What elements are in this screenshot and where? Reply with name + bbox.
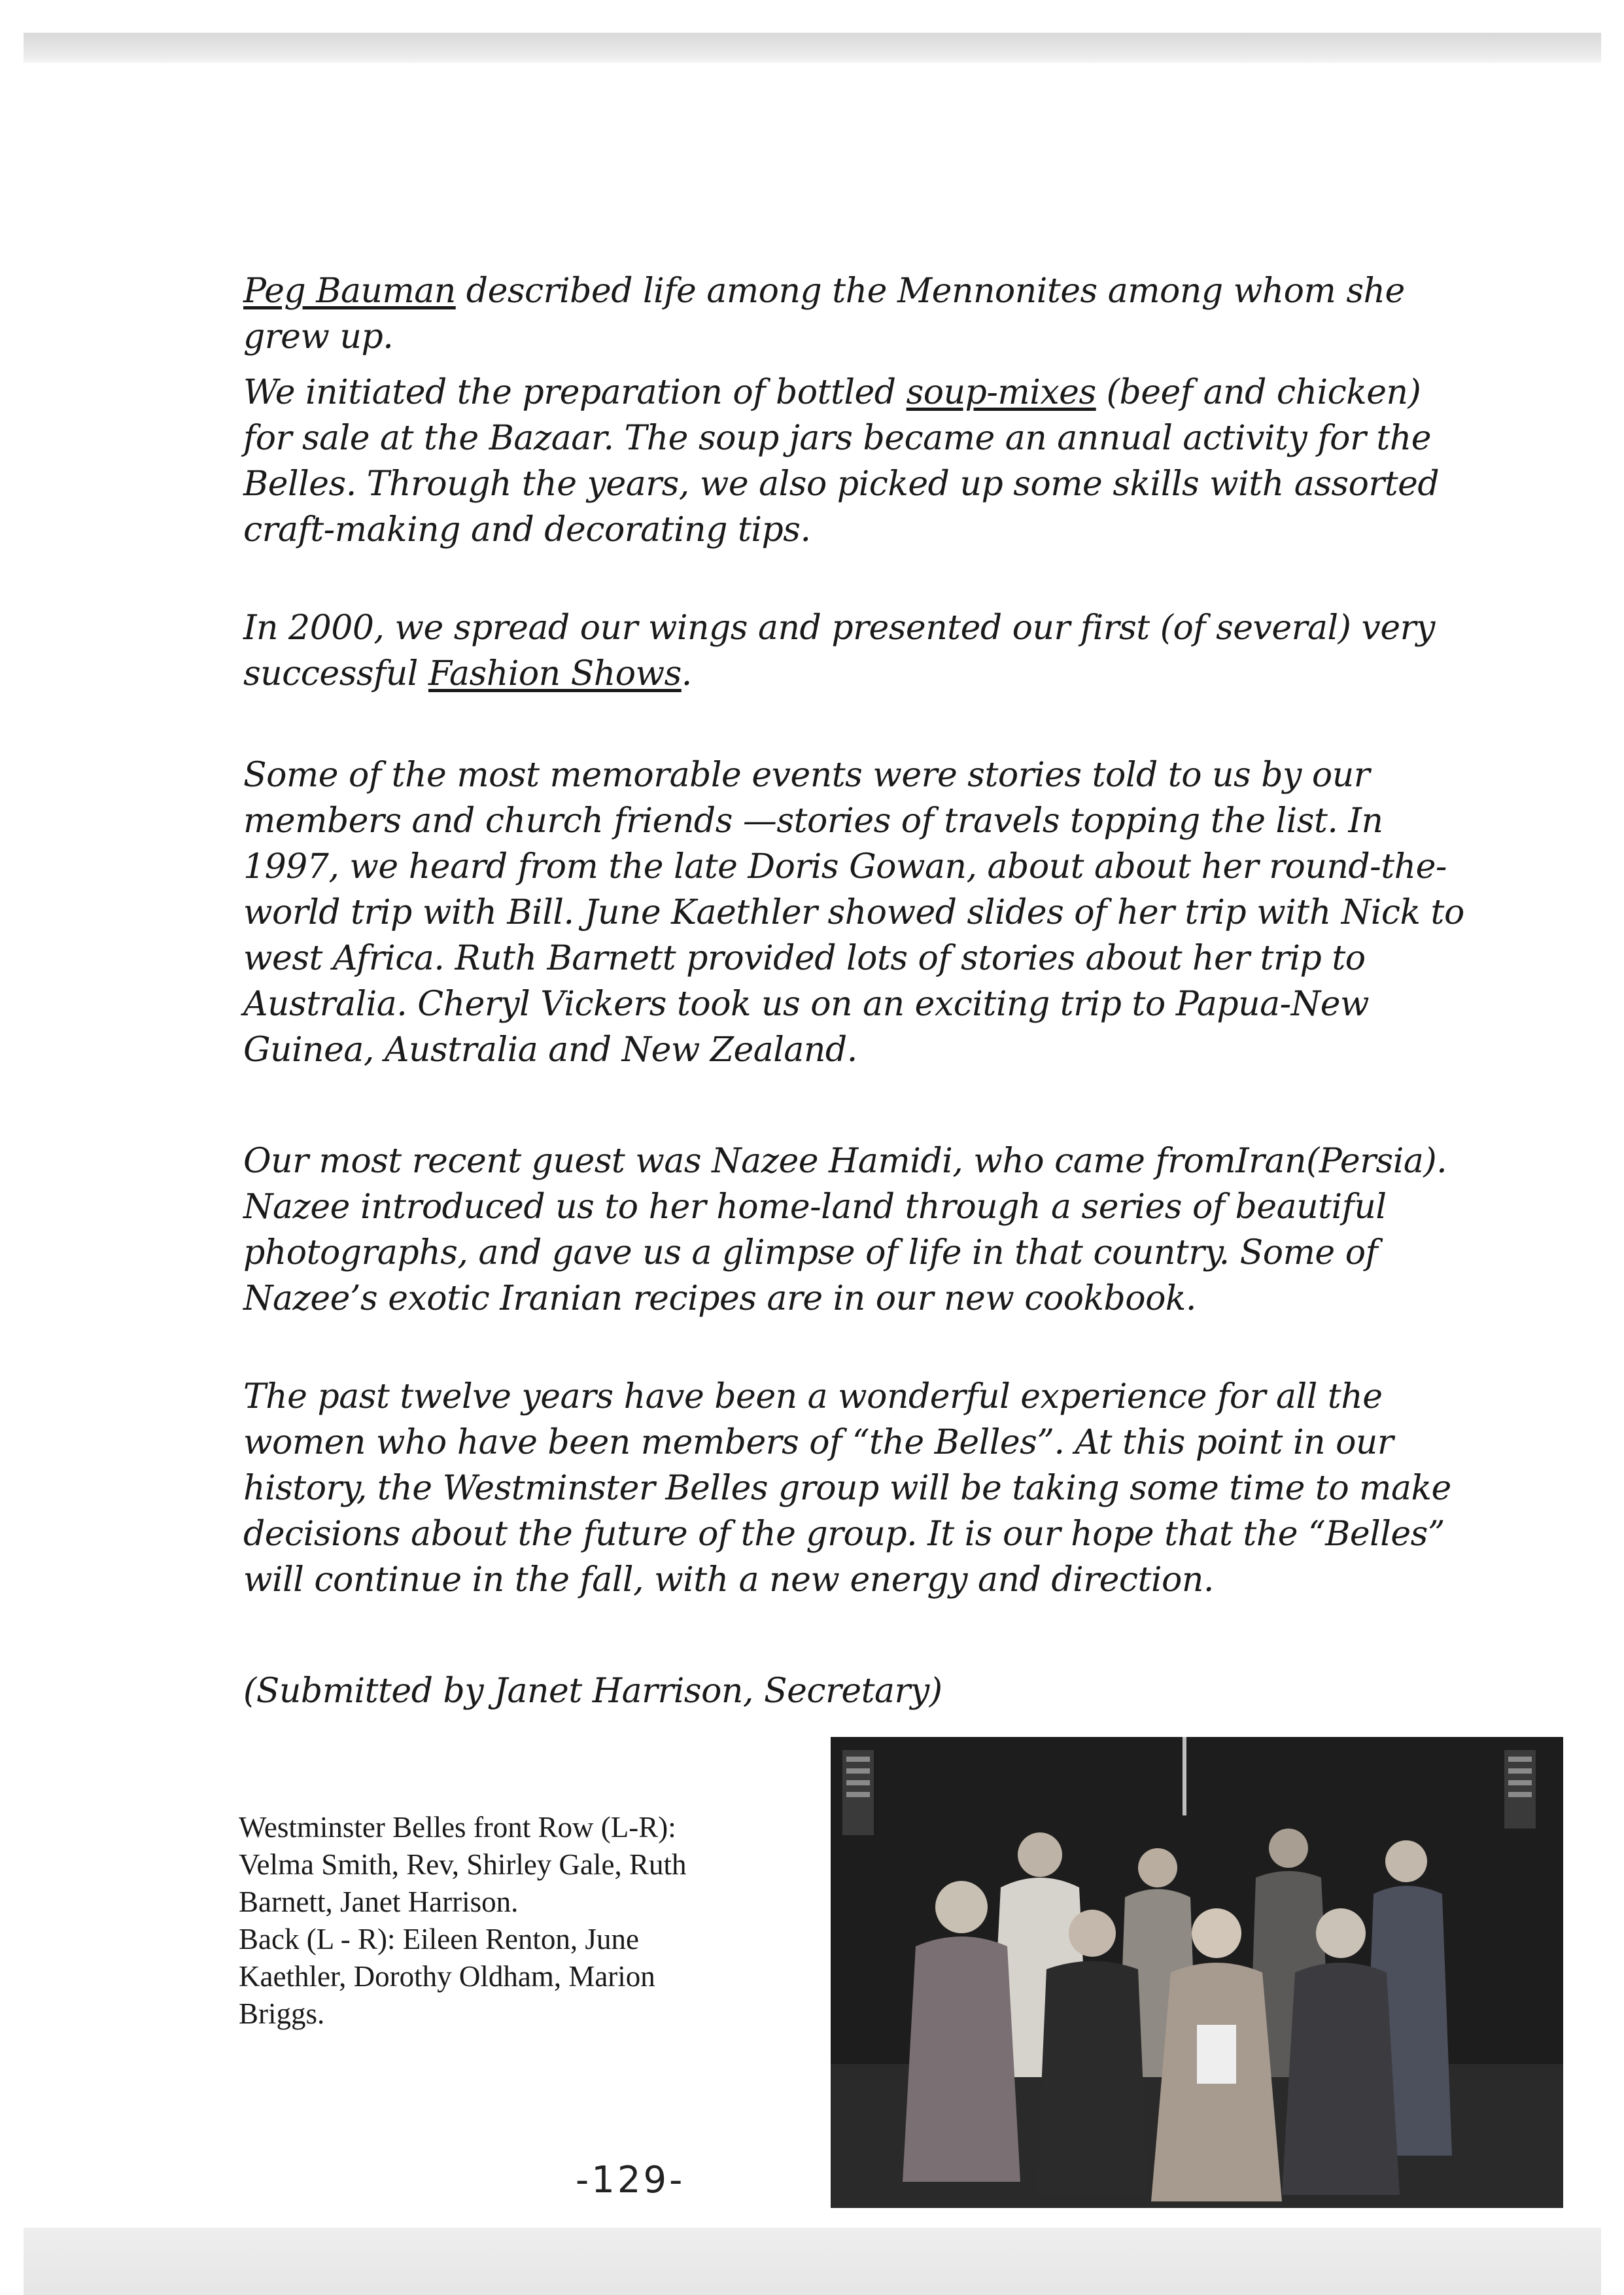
caption-line: Back (L - R): Eileen Renton, June (239, 1923, 639, 1955)
paragraph-text: described life among the Mennonites among whom she grew up. (243, 272, 1405, 357)
paragraph-text: We initiated the preparation of bottled (243, 373, 907, 412)
group-photo (831, 1737, 1563, 2208)
paragraph-nazee-hamidi: Our most recent guest was Nazee Hamidi, who came fromIran(Persia). Nazee introduced us to her home-land through a series of beautiful photographs, and gave us a glimpse of life in that country. Some of Nazee’s exotic Iranian recipes are in our new cookbook. (243, 1142, 1447, 1318)
caption-line: Kaethler, Dorothy Oldham, Marion (239, 1960, 655, 1993)
scan-edge-top (24, 33, 1601, 63)
paragraph-twelve-years: The past twelve years have been a wonderful experience for all the women who have been members of “the Belles”. At this point in our history, the Westminster Belles group will be taking some time to make decisions about the future of the group. It is our hope that the “Belles” will continue in the fall, with a new energy and direction. (243, 1377, 1451, 1600)
caption-line: Velma Smith, Rev, Shirley Gale, Ruth (239, 1848, 687, 1881)
caption-line: Westminster Belles front Row (L-R): (239, 1811, 676, 1844)
paragraph-fashion-shows (243, 605, 1473, 697)
caption-line: Barnett, Janet Harrison. (239, 1885, 519, 1918)
caption-line: Briggs. (239, 1997, 325, 2030)
underlined-soup-mixes: soup-mixes (906, 373, 1096, 412)
submitted-by-line: (Submitted by Janet Harrison, Secretary) (243, 1672, 942, 1711)
paragraph-text: In 2000, we spread our wings and presented our first (of several) very successful (243, 608, 1435, 693)
paragraph-peg-bauman (243, 268, 1473, 360)
underlined-fashion-shows: Fashion Shows (428, 654, 682, 693)
name-link-peg-bauman: Peg Bauman (243, 272, 456, 311)
group-photo-image (831, 1737, 1563, 2208)
photo-caption (239, 1809, 775, 2033)
paragraph-soup-mixes (243, 370, 1473, 553)
paragraph-text: (beef and chicken) for sale at the Bazaar. The soup jars became an annual activity for the Belles. Through the years, we also picked up some skills with assorted craft-making and decorating tips. (243, 373, 1440, 550)
paragraph-travel-stories: Some of the most memorable events were stories told to us by our members and church friends —stories of travels topping the list. In 1997, we heard from the late Doris Gowan, about about her round-the-world trip with Bill. June Kaethler showed slides of her trip with Nick to west Africa. Ruth Barnett provided lots of stories about her trip to Australia. Cheryl Vickers took us on an exciting trip to Papua-New Guinea, Australia and New Zealand. (243, 756, 1464, 1070)
scan-edge-bottom (24, 2228, 1601, 2295)
page-number: -129- (576, 2159, 685, 2201)
paragraph-text: . (681, 654, 692, 693)
